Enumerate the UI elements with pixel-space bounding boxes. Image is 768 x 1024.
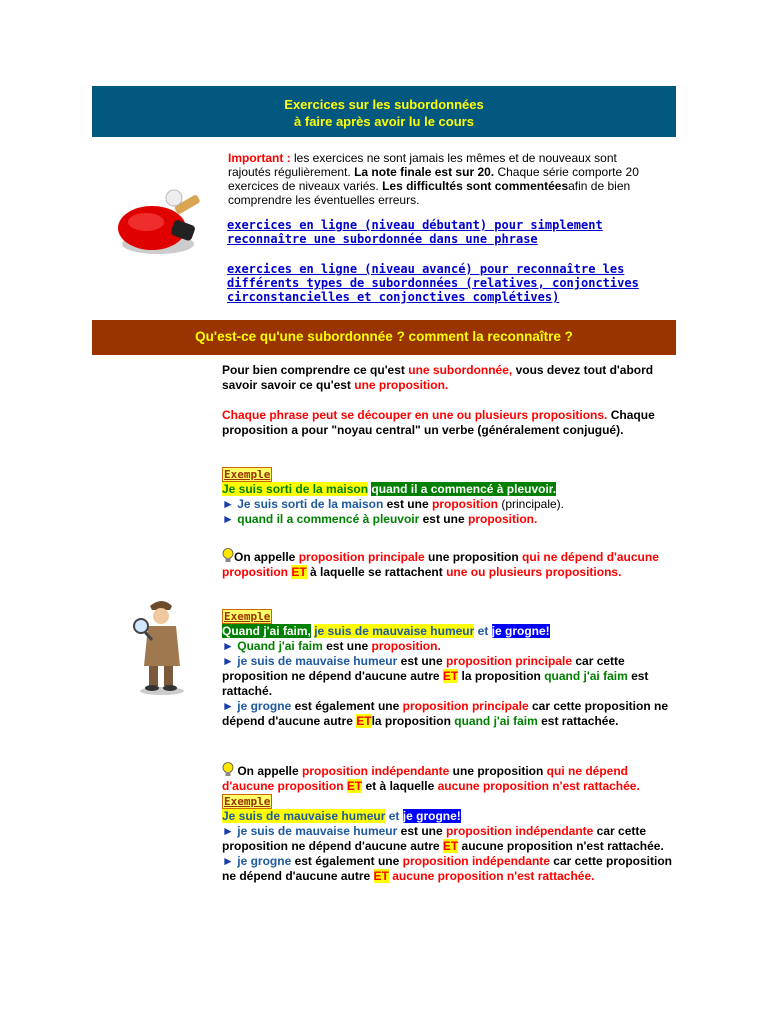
- ex1-b2a: quand il a commencé à pleuvoir: [237, 512, 420, 526]
- ex2-b2c: proposition principale: [446, 654, 573, 668]
- intro-bold1: La note finale est sur 20.: [354, 165, 495, 179]
- arrow-icon: ►: [222, 824, 234, 838]
- ex3-sentence-part2: je grogne!: [402, 809, 461, 823]
- example-label: Exemple: [224, 468, 271, 481]
- ex3-b2a: je grogne: [237, 854, 292, 868]
- intro-bold2: Les difficultés sont commentées: [382, 179, 569, 193]
- ex1-b1c: proposition: [431, 497, 498, 511]
- ex3-b1b: est une: [397, 824, 446, 838]
- ex2-sentence-part2: je suis de mauvaise humeur: [314, 624, 475, 638]
- header-title-line2: à faire après avoir lu le cours: [294, 114, 474, 129]
- ex2-b1c: proposition.: [371, 639, 441, 653]
- lightbulb-icon: [222, 548, 234, 563]
- intro-text: [228, 151, 658, 207]
- def1-f: une ou plusieurs propositions.: [446, 565, 622, 579]
- detective-image: [132, 596, 192, 696]
- ex2-b2f: quand j'ai faim: [544, 669, 628, 683]
- et-badge: ET: [442, 839, 459, 853]
- def1-c: une proposition: [424, 550, 523, 564]
- ex1-b2c: proposition.: [467, 512, 538, 526]
- header-title-line1: Exercices sur les subordonnées: [284, 97, 484, 112]
- ex2-b3f: quand j'ai faim: [454, 714, 538, 728]
- ex3-b2c: proposition indépendante: [402, 854, 550, 868]
- def1-d: qui ne dépend d'aucune proposition: [222, 550, 659, 579]
- header-banner: [92, 86, 676, 137]
- def1-e: à laquelle se rattachent: [306, 565, 447, 579]
- link-advanced-exercises[interactable]: exercices en ligne (niveau avancé) pour reconnaître les différents types de subordonnées (relatives, conjonctives circonstancielles et conjonctives complétives): [227, 262, 639, 304]
- example-1: Exemple Je suis sorti de la maison quand il a commencé à pleuvoir. ► Je suis sorti de la maison est une proposition (principale). ► quand il a commencé à pleuvoir est une proposition.: [222, 468, 565, 526]
- et-badge: ET: [356, 714, 372, 728]
- def1-a: On appelle: [234, 550, 299, 564]
- ex1-b1d: (principale).: [497, 497, 565, 511]
- ex1-sentence-part1: Je suis sorti de la maison: [222, 482, 369, 496]
- ex3-b2e: aucune proposition n'est rattachée.: [388, 869, 595, 883]
- ex2-b2a: je suis de mauvaise humeur: [237, 654, 398, 668]
- section-title: Qu'est-ce qu'une subordonnée ? comment la reconnaître ?: [195, 329, 573, 344]
- ex2-b3c: proposition principale: [402, 699, 529, 713]
- arrow-icon: ►: [222, 699, 234, 713]
- important-label: Important :: [228, 151, 291, 165]
- ex1-b2b: est une: [419, 512, 468, 526]
- et-badge: ET: [442, 669, 459, 683]
- example-label: Exemple: [224, 610, 271, 623]
- arrow-icon: ►: [222, 854, 234, 868]
- ex3-b1c: proposition indépendante: [446, 824, 594, 838]
- link-beginner-exercises[interactable]: exercices en ligne (niveau débutant) pour simplement reconnaître une subordonnée dans une phrase: [227, 218, 603, 246]
- ex2-sentence-part1: Quand j'ai faim,: [222, 624, 311, 638]
- p2-a: Chaque phrase peut se découper en une ou plusieurs propositions.: [222, 408, 608, 422]
- p1-c: vous devez tout d'abord savoir savoir ce qu'est: [222, 363, 654, 392]
- ex2-b2g: est rattaché.: [222, 669, 649, 698]
- def2-c: une proposition: [449, 764, 547, 778]
- example-label: Exemple: [224, 795, 271, 808]
- p2-b: Chaque proposition a pour "noyau central" un verbe (généralement conjugué).: [222, 408, 655, 437]
- ex3-b2b: est également une: [291, 854, 403, 868]
- def2-e: et à laquelle: [362, 779, 438, 793]
- paragraph-1: [222, 363, 672, 393]
- ex3-b1a: je suis de mauvaise humeur: [237, 824, 398, 838]
- ex2-b2b: est une: [397, 654, 446, 668]
- ex2-b3g: est rattachée.: [537, 714, 619, 728]
- example-2: [222, 609, 672, 729]
- intro-text2: Chaque série comporte 20 exercices de niveaux variés.: [228, 165, 639, 193]
- ex1-b1b: est une: [383, 497, 432, 511]
- definition-independante: [222, 762, 672, 884]
- exercise-links: [227, 218, 667, 304]
- def2-b: proposition indépendante: [302, 764, 450, 778]
- ex3-b2d: car cette proposition ne dépend d'aucune autre: [222, 854, 672, 883]
- ex2-b3d: car cette proposition ne dépend d'aucune autre: [222, 699, 668, 728]
- arrow-icon: ►: [222, 654, 234, 668]
- arrow-icon: ►: [222, 639, 234, 653]
- arrow-icon: ►: [222, 497, 234, 511]
- ex3-b1e: aucune proposition n'est rattachée.: [458, 839, 664, 853]
- def2-a: On appelle: [234, 764, 303, 778]
- ex2-b3b: est également une: [291, 699, 403, 713]
- intro-text3: afin de bien comprendre les éventuelles erreurs.: [228, 179, 631, 207]
- et-badge: ET: [373, 869, 389, 883]
- ex2-b1a: Quand j'ai faim: [237, 639, 323, 653]
- paragraph-2: [222, 408, 672, 438]
- lightbulb-icon: [222, 762, 234, 777]
- ex3-et: et: [388, 809, 400, 823]
- et-badge: ET: [291, 565, 307, 579]
- def2-f: aucune proposition n'est rattachée.: [437, 779, 640, 793]
- p1-subordonnee: une subordonnée,: [408, 363, 513, 377]
- ex2-et: et: [477, 624, 489, 638]
- definition-principale: [222, 548, 672, 580]
- ex2-b2d: car cette proposition ne dépend d'aucune autre: [222, 654, 625, 683]
- ex2-b1b: est une: [322, 639, 372, 653]
- arrow-icon: ►: [222, 512, 234, 526]
- ex1-sentence-part2: quand il a commencé à pleuvoir: [371, 482, 553, 496]
- ex2-sentence-part3: je grogne!: [491, 624, 550, 638]
- section-banner: [92, 320, 676, 355]
- def1-b: proposition principale: [298, 550, 425, 564]
- ex3-sentence-part1: Je suis de mauvaise humeur: [222, 809, 386, 823]
- intro-text1: les exercices ne sont jamais les mêmes et de nouveaux sont rajoutés régulièrement.: [228, 151, 617, 179]
- ping-pong-paddle-image: [112, 186, 212, 266]
- ex2-b2e: la proposition: [458, 669, 545, 683]
- ex1-b1a: Je suis sorti de la maison: [237, 497, 384, 511]
- def2-d: qui ne dépend d'aucune proposition: [222, 764, 629, 793]
- p1-proposition: une proposition.: [354, 378, 449, 392]
- ex2-b3a: je grogne: [237, 699, 292, 713]
- et-badge: ET: [346, 779, 363, 793]
- p1-a: Pour bien comprendre ce qu'est: [222, 363, 409, 377]
- ex3-b1d: car cette proposition ne dépend d'aucune autre: [222, 824, 647, 853]
- ex2-b3e: la proposition: [371, 714, 455, 728]
